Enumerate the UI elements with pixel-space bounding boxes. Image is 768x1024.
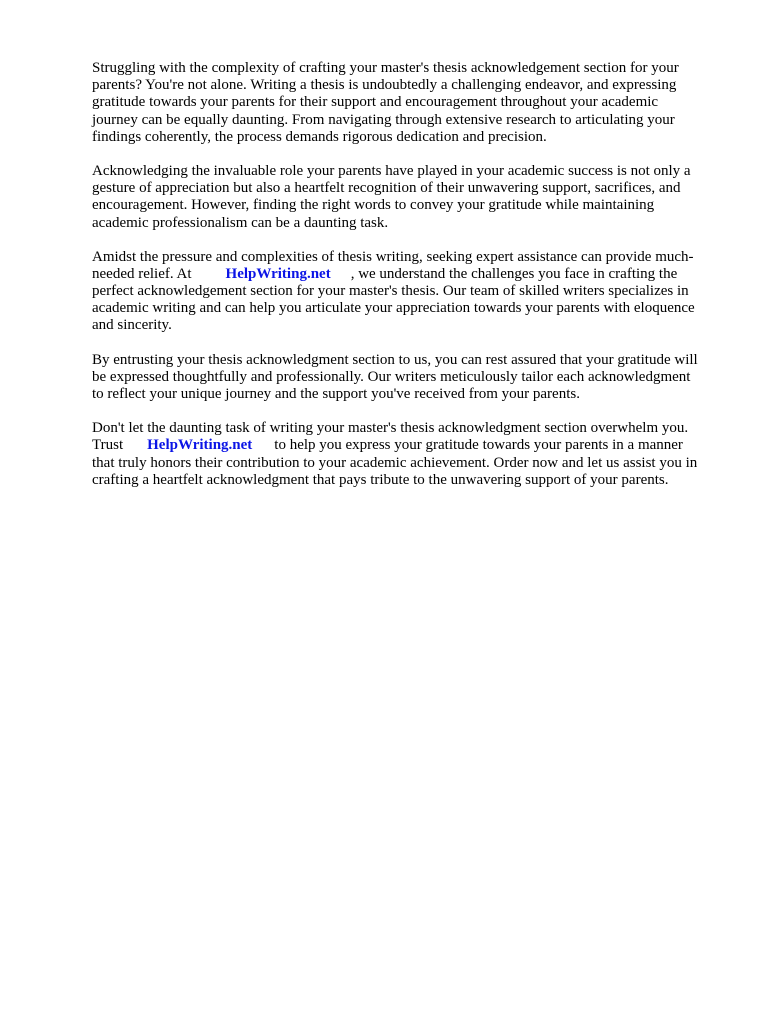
text-line: crafting a heartfelt acknowledgment that pays tribute to the unwavering support of your parents. bbox=[92, 471, 669, 488]
text-line: Don't let the daunting task of writing your master's thesis acknowledgment section overwhelm you. bbox=[92, 420, 689, 437]
text-segment: to help you express your gratitude towards your parents in a manner bbox=[274, 437, 683, 454]
text-line: gesture of appreciation but also a heartfelt recognition of their unwavering support, sacrifices, and bbox=[92, 180, 681, 197]
paragraph-call-to-action bbox=[92, 420, 720, 489]
text-line: academic writing and can help you articulate your appreciation towards your parents with eloquence bbox=[92, 300, 695, 317]
paragraph-assistance bbox=[92, 249, 720, 335]
paragraph-intro bbox=[92, 60, 720, 146]
text-segment: , we understand the challenges you face in crafting the bbox=[350, 265, 678, 282]
text-line-with-link bbox=[92, 437, 720, 454]
paragraph-acknowledging bbox=[92, 163, 720, 232]
paragraph-entrusting bbox=[92, 352, 720, 404]
text-segment: needed relief. At bbox=[92, 265, 192, 282]
document-page bbox=[92, 60, 720, 506]
text-line: and sincerity. bbox=[92, 317, 172, 334]
text-line: By entrusting your thesis acknowledgment section to us, you can rest assured that your gratitude will bbox=[92, 351, 698, 368]
helpwriting-link[interactable]: HelpWriting.net bbox=[147, 437, 253, 454]
text-segment: Trust bbox=[92, 437, 124, 454]
text-line: perfect acknowledgement section for your master's thesis. Our team of skilled writers specializes in bbox=[92, 283, 689, 300]
text-line-with-link bbox=[92, 266, 720, 283]
text-line: that truly honors their contribution to your academic achievement. Order now and let us assist you in bbox=[92, 454, 698, 471]
text-line: Acknowledging the invaluable role your parents have played in your academic success is not only a bbox=[92, 162, 691, 179]
text-line: gratitude towards your parents for their support and encouragement throughout your academic bbox=[92, 94, 659, 111]
text-line: academic professionalism can be a daunting task. bbox=[92, 214, 389, 231]
text-line: to reflect your unique journey and the support you've received from your parents. bbox=[92, 386, 580, 402]
text-line: parents? You're not alone. Writing a thesis is undoubtedly a challenging endeavor, and expressing bbox=[92, 77, 677, 94]
text-line: encouragement. However, finding the right words to convey your gratitude while maintaining bbox=[92, 197, 655, 214]
text-line: Struggling with the complexity of crafting your master's thesis acknowledgement section for your bbox=[92, 60, 679, 76]
helpwriting-link[interactable]: HelpWriting.net bbox=[225, 265, 331, 282]
text-line: be expressed thoughtfully and professionally. Our writers meticulously tailor each acknowledgment bbox=[92, 368, 691, 385]
text-line: findings coherently, the process demands rigorous dedication and precision. bbox=[92, 128, 547, 145]
text-line: Amidst the pressure and complexities of thesis writing, seeking expert assistance can provide much- bbox=[92, 248, 694, 265]
text-line: journey can be equally daunting. From navigating through extensive research to articulating your bbox=[92, 111, 675, 128]
